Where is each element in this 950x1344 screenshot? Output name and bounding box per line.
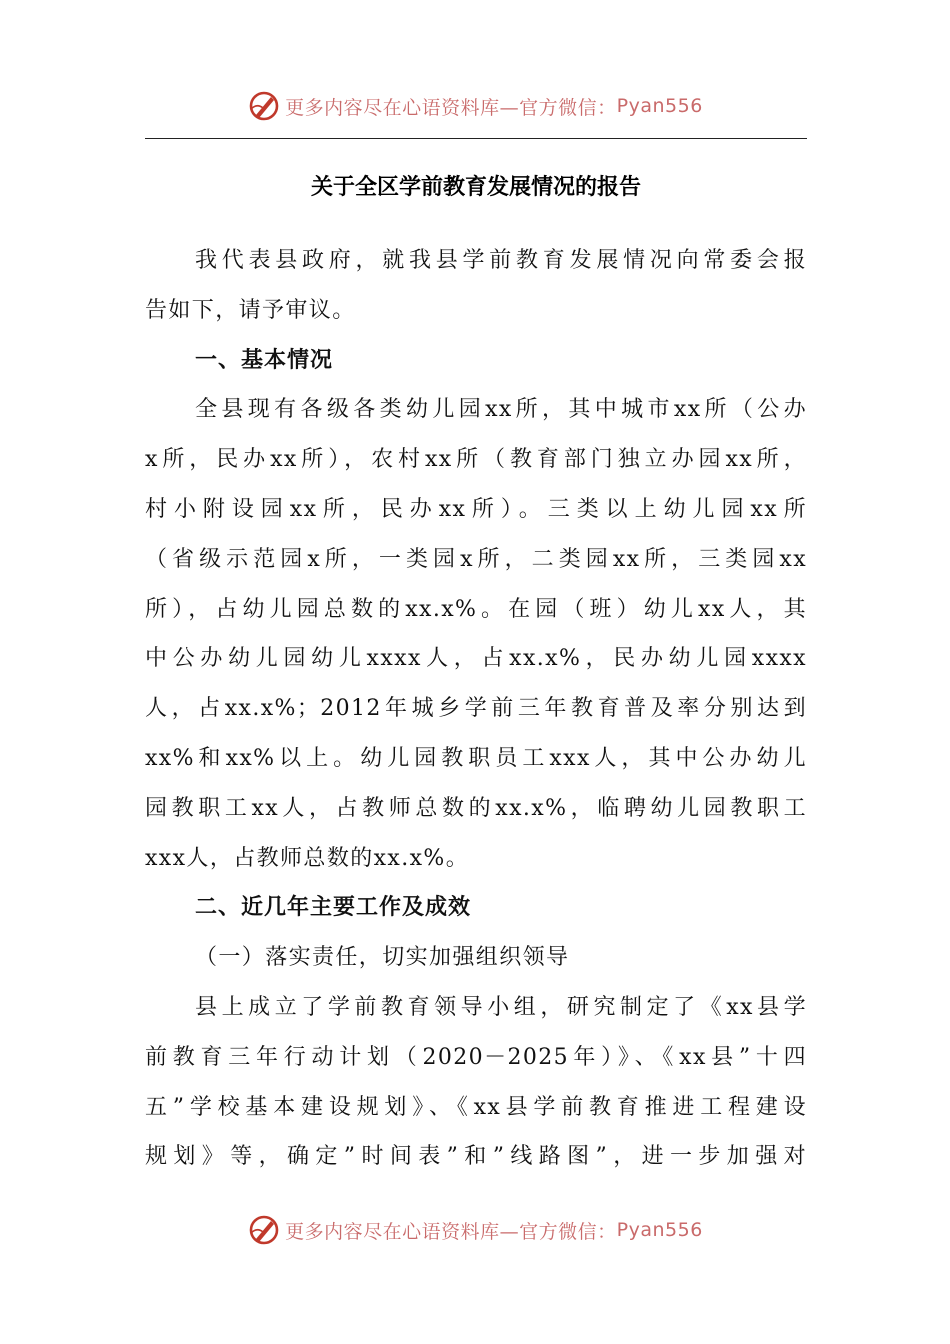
paragraph-line: 全县现有各级各类幼儿园xx所，其中城市xx所（公办 (195, 397, 807, 423)
paragraph-line: xx%和xx%以上。幼儿园教职员工xxx人，其中公办幼儿 (145, 745, 807, 771)
header-banner-inner (247, 89, 703, 123)
paragraph-line: xxx人，占教师总数的xx.x%。 (145, 845, 470, 871)
paragraph-line: 村小附设园xx所，民办xx所）。三类以上幼儿园xx所 (145, 496, 807, 522)
pen-logo-icon (247, 89, 281, 123)
footer-wechat-id: Pyan556 (616, 1219, 703, 1241)
paragraph-line: 园教职工xx人，占教师总数的xx.x%，临聘幼儿园教职工 (145, 795, 807, 821)
paragraph-line: 中公办幼儿园幼儿xxxx人，占xx.x%，民办幼儿园xxxx (145, 646, 807, 672)
intro-paragraph (145, 236, 807, 336)
header-banner (0, 86, 950, 126)
document-title: 关于全区学前教育发展情况的报告 (310, 175, 641, 200)
document-body (145, 236, 807, 1182)
header-wechat-id: Pyan556 (616, 95, 703, 117)
paragraph-line: 县上成立了学前教育领导小组，研究制定了《xx县学 (195, 994, 807, 1020)
paragraph-line: （省级示范园x所，一类园x所，二类园xx所，三类园xx (145, 546, 807, 572)
section-heading-basic-situation: 一、基本情况 (195, 347, 334, 373)
responsibility-paragraph (145, 983, 807, 1182)
paragraph-line: 规划》等，确定”时间表”和”线路图”，进一步加强对 (145, 1144, 807, 1170)
basic-situation-paragraph (145, 385, 807, 883)
paragraph-line: 五”学校基本建设规划》、《xx县学前教育推进工程建设 (145, 1094, 807, 1120)
header-rule (145, 138, 807, 139)
paragraph-line: 所），占幼儿园总数的xx.x%。在园（班）幼儿xx人，其 (145, 596, 807, 622)
paragraph-line: 我代表县政府，就我县学前教育发展情况向常委会报 (195, 248, 807, 273)
paragraph-line: 前教育三年行动计划（2020－2025年）》、《xx县”十四 (145, 1044, 807, 1070)
paragraph-line: 人，占xx.x%；2012年城乡学前三年教育普及率分别达到 (145, 696, 807, 722)
pen-logo-icon (247, 1213, 281, 1247)
paragraph-line: x所，民办xx所），农村xx所（教育部门独立办园xx所， (145, 447, 807, 473)
header-banner-text: 更多内容尽在心语资料库—官方微信： (285, 96, 617, 119)
footer-banner-inner (247, 1213, 703, 1247)
paragraph-line: 告如下，请予审议。 (145, 297, 356, 323)
footer-banner-text: 更多内容尽在心语资料库—官方微信： (285, 1220, 617, 1243)
footer-banner (0, 1210, 950, 1250)
section-heading-main-work: 二、近几年主要工作及成效 (195, 895, 472, 921)
subsection-heading-responsibility: （一）落实责任，切实加强组织领导 (195, 945, 570, 971)
